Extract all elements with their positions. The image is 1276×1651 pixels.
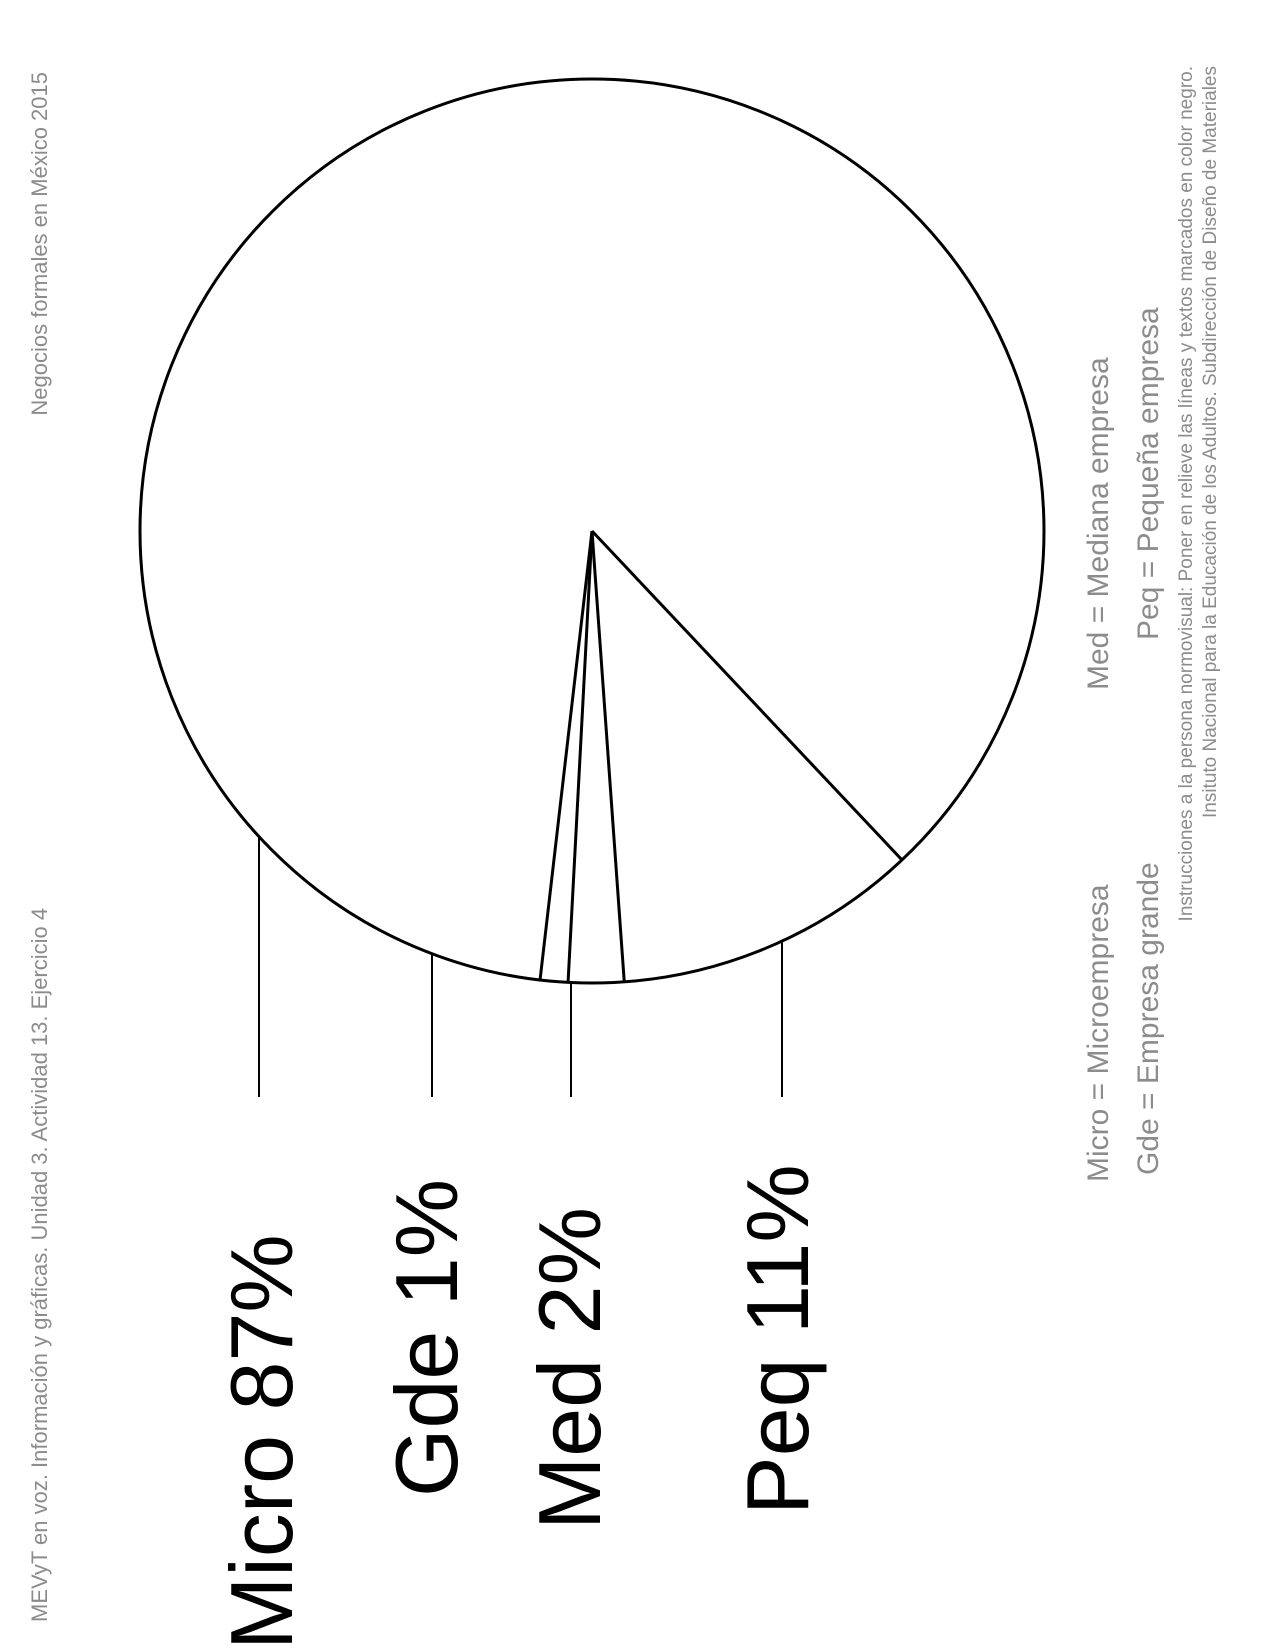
slice-label-med: Med 2% (520, 1207, 619, 1530)
slice-label-micro: Micro 87% (212, 1234, 311, 1650)
slice-divider-2 (592, 531, 624, 982)
slice-divider-1 (592, 531, 902, 860)
slice-divider-4 (540, 531, 592, 980)
slice-label-gde: Gde 1% (377, 1179, 476, 1497)
footer-line-2: Insituto Nacional para la Educación de los Adultos. Subdirección de Diseño de Materiales (1200, 66, 1221, 819)
legend-gde: Gde = Empresa grande (1132, 862, 1165, 1175)
legend-peq: Peq = Pequeña empresa (1132, 307, 1165, 640)
legend-med: Med = Mediana empresa (1082, 357, 1115, 690)
footer-line-1: Instrucciones a la persona normovisual: Poner en relieve las líneas y textos marcados en color negro. (1176, 66, 1197, 922)
slice-label-peq: Peq 11% (728, 1164, 827, 1515)
header-right-text: Negocios formales en México 2015 (27, 72, 52, 416)
header-left-text: MEVyT en voz. Información y gráficas. Unidad 3. Actividad 13. Ejercicio 4 (27, 907, 52, 1622)
slice-divider-3 (568, 531, 592, 982)
pie (140, 79, 1044, 1097)
legend-micro: Micro = Microempresa (1082, 884, 1115, 1182)
